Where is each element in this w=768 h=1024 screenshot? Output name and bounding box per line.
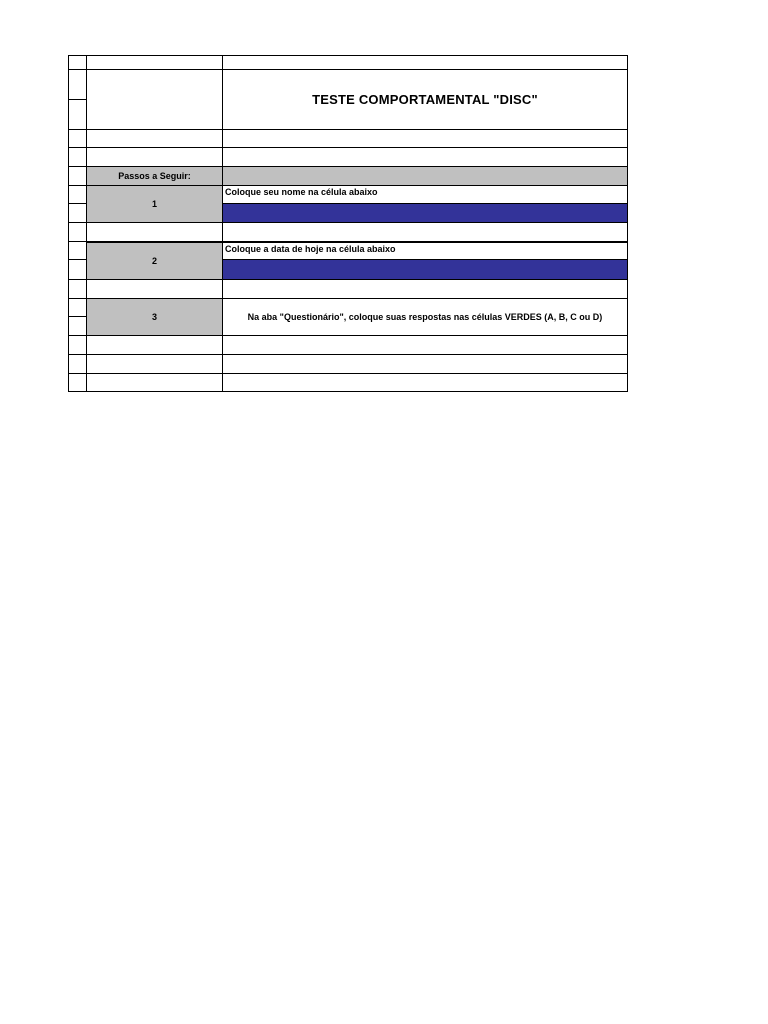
cell-row7-a[interactable] (68, 185, 87, 204)
cell-row14-a[interactable] (68, 316, 87, 336)
cell-row16-a[interactable] (68, 354, 87, 374)
cell-row4-a[interactable] (68, 129, 87, 148)
cell-row15-c[interactable] (222, 335, 628, 355)
cell-row1-a[interactable] (68, 55, 87, 70)
step-3-number: 3 (86, 298, 223, 336)
cell-row12-c[interactable] (222, 279, 628, 299)
cell-row12-b[interactable] (86, 279, 223, 299)
cell-row5-a[interactable] (68, 147, 87, 167)
step-3-instruction: Na aba "Questionário", coloque suas respostas nas células VERDES (A, B, C ou D) (222, 298, 628, 336)
cell-row15-a[interactable] (68, 335, 87, 355)
step-2-instruction: Coloque a data de hoje na célula abaixo (222, 241, 628, 260)
cell-row16-c[interactable] (222, 354, 628, 374)
cell-row11-a[interactable] (68, 259, 87, 280)
cell-row5-b[interactable] (86, 147, 223, 167)
cell-row6-a[interactable] (68, 166, 87, 186)
step-1-instruction: Coloque seu nome na célula abaixo (222, 185, 628, 204)
steps-header-fill[interactable] (222, 166, 628, 186)
sheet-title: TESTE COMPORTAMENTAL "DISC" (222, 69, 628, 130)
cell-row5-c[interactable] (222, 147, 628, 167)
cell-row9-b[interactable] (86, 222, 223, 242)
cell-row12-a[interactable] (68, 279, 87, 299)
cell-row9-a[interactable] (68, 222, 87, 242)
steps-header: Passos a Seguir: (86, 166, 223, 186)
cell-row8-a[interactable] (68, 203, 87, 223)
step-1-number: 1 (86, 185, 223, 223)
cell-row3-a[interactable] (68, 99, 87, 130)
cell-row15-b[interactable] (86, 335, 223, 355)
cell-row13-a[interactable] (68, 298, 87, 317)
cell-title-b[interactable] (86, 69, 223, 130)
cell-row1-c[interactable] (222, 55, 628, 70)
cell-row17-b[interactable] (86, 373, 223, 392)
spreadsheet-grid (68, 55, 628, 392)
cell-row4-b[interactable] (86, 129, 223, 148)
step-2-number: 2 (86, 241, 223, 280)
cell-row2-a[interactable] (68, 69, 87, 100)
cell-row16-b[interactable] (86, 354, 223, 374)
date-input-cell[interactable] (222, 259, 628, 280)
cell-row1-b[interactable] (86, 55, 223, 70)
cell-row10-a[interactable] (68, 241, 87, 260)
cell-row17-a[interactable] (68, 373, 87, 392)
cell-row17-c[interactable] (222, 373, 628, 392)
cell-row9-c[interactable] (222, 222, 628, 242)
name-input-cell[interactable] (222, 203, 628, 223)
cell-row4-c[interactable] (222, 129, 628, 148)
